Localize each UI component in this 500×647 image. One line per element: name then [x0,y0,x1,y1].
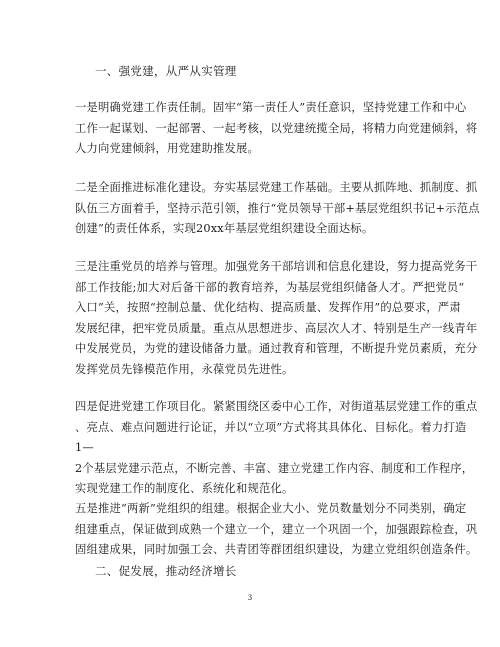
paragraph-line: 1— [75,441,94,454]
paragraph-line: 工作一起谋划、一起部署、一起考核，以党建统揽全局，将精力向党建倾斜，将 [75,121,478,135]
paragraph-line: 一是明确党建工作责任制。固牢“第一责任人”责任意识，坚持党建工作和中心 [75,101,467,114]
paragraph-line: 固组建成果，同时加强工会、共青团等群团组织建设，为建立党组织创造条件。 [75,543,478,556]
paragraph-3 [75,257,478,380]
page-number: 3 [247,594,253,602]
paragraph-line: 五是推进“两新”党组织的组建。根据企业大小、党员数量划分不同类别，确定 [75,502,467,515]
section-heading-2: 二、促发展，推动经济增长 [95,564,237,578]
paragraph-line: 入口”关，按照“控制总量、优化结构、提高质量、发挥作用”的总要求，严肃 [75,301,461,314]
paragraph-5 [75,499,478,561]
paragraph-2 [75,178,480,240]
paragraph-4 [75,397,478,500]
paragraph-line: 部工作技能;加大对后备干部的教育培养，为基层党组织储备人才。严把党员“ [75,280,465,294]
paragraph-line: 二是全面推进标准化建设。夯实基层党建工作基础。主要从抓阵地、抓制度、抓 [75,181,478,194]
section-heading-1: 一、强党建，从严从实管理 [95,64,237,78]
paragraph-line: 队伍三方面着手，坚持示范引领，推行“党员领导干部+基层党组织书记+示范点 [75,201,480,215]
paragraph-line: 组建重点，保证做到成熟一个建立一个，建立一个巩固一个，加强跟踪检查，巩 [75,522,478,536]
paragraph-line: 四是促进党建工作项目化。紧紧围绕区委中心工作，对街道基层党建工作的重点 [75,400,478,413]
paragraph-line: 、亮点、难点问题进行论证，并以“立项”方式将其具体化、目标化。着力打造 [75,420,467,434]
paragraph-line: 创建”的责任体系，实现20xx年基层党组织建设全面达标。 [75,222,374,235]
paragraph-line: 中发展党员，为党的建设储备力量。通过教育和管理，不断提升党员素质，充分 [75,342,478,355]
paragraph-line: 实现党建工作的制度化、系统化和规范化。 [75,482,294,495]
paragraph-line: 2个基层党建示范点，不断完善、丰富、建立党建工作内容、制度和工作程序， [75,461,474,475]
paragraph-line: 发展纪律，把牢党员质量。重点从思想进步、高层次人才、特别是生产一线青年 [75,321,478,335]
paragraph-line: 人力向党建倾斜，用党建助推发展。 [75,142,259,155]
paragraph-line: 三是注重党员的培养与管理。加强党务干部培训和信息化建设，努力提高党务干 [75,260,478,273]
paragraph-1 [75,98,478,160]
paragraph-line: 发挥党员先锋模范作用，永葆党员先进性。 [75,362,294,376]
